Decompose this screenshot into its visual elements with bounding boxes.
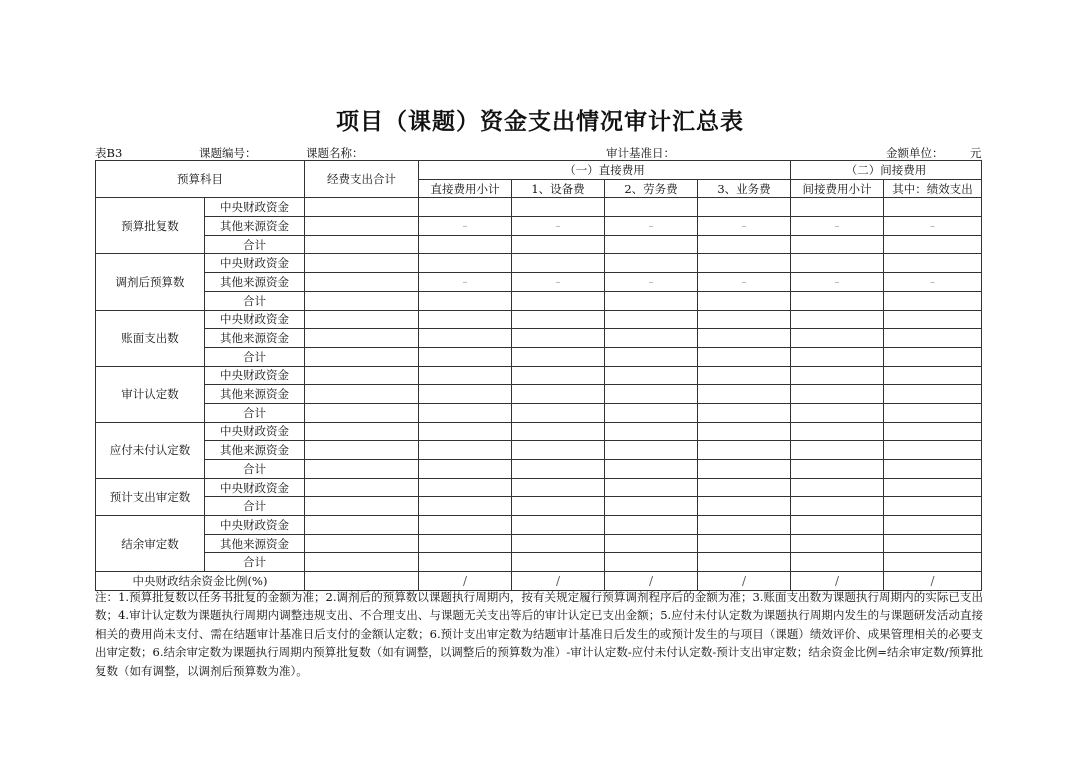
value-cell[interactable] xyxy=(884,198,982,217)
dash-mark: – xyxy=(930,276,935,288)
table-row xyxy=(96,403,982,422)
total-cell[interactable] xyxy=(305,273,419,292)
value-cell[interactable] xyxy=(512,478,605,497)
summary-table xyxy=(95,160,982,591)
value-cell[interactable] xyxy=(419,254,512,273)
value-cell[interactable] xyxy=(605,366,698,385)
value-cell[interactable] xyxy=(884,460,982,479)
value-cell[interactable] xyxy=(419,198,512,217)
header-col-performance: 其中：绩效支出 xyxy=(884,179,982,198)
header-total: 经费支出合计 xyxy=(305,161,419,198)
value-cell[interactable] xyxy=(791,235,884,254)
table-row xyxy=(96,235,982,254)
header-col-indirect-subtotal: 间接费用小计 xyxy=(791,179,884,198)
value-cell[interactable] xyxy=(512,366,605,385)
source-label: 其他来源资金 xyxy=(205,329,305,348)
total-cell[interactable] xyxy=(305,366,419,385)
slash-mark: / xyxy=(462,573,468,588)
table-row xyxy=(96,329,982,348)
value-cell[interactable] xyxy=(605,235,698,254)
value-cell[interactable] xyxy=(419,235,512,254)
source-label: 合计 xyxy=(205,460,305,479)
total-cell[interactable] xyxy=(305,553,419,572)
source-label: 合计 xyxy=(205,347,305,366)
total-cell[interactable] xyxy=(305,329,419,348)
value-cell[interactable] xyxy=(791,366,884,385)
value-cell[interactable] xyxy=(512,553,605,572)
value-cell[interactable] xyxy=(512,403,605,422)
value-cell[interactable] xyxy=(605,441,698,460)
dash-mark: – xyxy=(462,276,468,288)
value-cell[interactable] xyxy=(884,534,982,553)
header-col-direct-subtotal: 直接费用小计 xyxy=(419,179,512,198)
total-cell[interactable] xyxy=(305,347,419,366)
value-cell[interactable] xyxy=(512,291,605,310)
value-cell[interactable] xyxy=(419,422,512,441)
slash-mark: / xyxy=(930,573,935,588)
source-label: 其他来源资金 xyxy=(205,273,305,292)
value-cell[interactable] xyxy=(698,516,791,535)
header-budget-subject: 预算科目 xyxy=(96,161,305,198)
value-cell[interactable] xyxy=(698,385,791,404)
subject-name-label: 课题名称： xyxy=(306,146,364,160)
value-cell[interactable] xyxy=(419,385,512,404)
group-label: 预算批复数 xyxy=(96,198,205,254)
value-cell[interactable] xyxy=(791,310,884,329)
dash-mark: – xyxy=(834,220,840,232)
group-label: 预计支出审定数 xyxy=(96,478,205,515)
header-indirect-costs: （二）间接费用 xyxy=(791,161,982,180)
subject-number-label: 课题编号： xyxy=(199,146,257,160)
total-cell[interactable] xyxy=(305,441,419,460)
value-cell[interactable] xyxy=(791,273,884,292)
total-cell[interactable] xyxy=(305,385,419,404)
dash-mark: – xyxy=(741,276,747,288)
group-label: 调剂后预算数 xyxy=(96,254,205,310)
header-col-labor: 2、劳务费 xyxy=(605,179,698,198)
value-cell[interactable] xyxy=(698,310,791,329)
value-cell[interactable] xyxy=(605,347,698,366)
table-row xyxy=(96,217,982,236)
source-label: 中央财政资金 xyxy=(205,310,305,329)
value-cell[interactable] xyxy=(791,553,884,572)
total-cell[interactable] xyxy=(305,403,419,422)
header-direct-costs: （一）直接费用 xyxy=(419,161,791,180)
value-cell[interactable] xyxy=(605,217,698,236)
dash-mark: – xyxy=(741,220,747,232)
value-cell[interactable] xyxy=(791,217,884,236)
table-row xyxy=(96,422,982,441)
total-cell[interactable] xyxy=(305,516,419,535)
source-label: 其他来源资金 xyxy=(205,534,305,553)
value-cell[interactable] xyxy=(884,291,982,310)
value-cell[interactable] xyxy=(698,254,791,273)
value-cell[interactable] xyxy=(698,534,791,553)
value-cell[interactable] xyxy=(698,235,791,254)
value-cell[interactable] xyxy=(605,534,698,553)
value-cell[interactable] xyxy=(605,403,698,422)
value-cell[interactable] xyxy=(698,347,791,366)
source-label: 合计 xyxy=(205,553,305,572)
footnotes: 注：1.预算批复数以任务书批复的金额为准；2.调剂后的预算数以课题执行周期内，按有关规定履行预算调剂程序后的金额为准；3.账面支出数为课题执行周期内的实际已支出数；4.审计认定数为课题执行周期内调整违规支出、不合理支出、与课题无关支出等后的审计认定已支出金额；5.应付未付认定数为课题执行周期内发生的与课题研发活动直接相关的费用尚未支付、需在结题审计基准日后支付的金额认定数；6.预计支出审定数为结题审计基准日后发生的或预计发生的与项目（课题）绩效评价、成果管理相关的必要支出审定数；6.结余审定数为课题执行周期内预算批复数（如有调整，以调整后的预算数为准）-审计认定数-应付未付认定数-预计支出审定数；结余资金比例=结余审定数/预算批复数（如有调整，以调剂后预算数为准）。 xyxy=(95,590,983,678)
value-cell[interactable] xyxy=(884,422,982,441)
value-cell[interactable] xyxy=(419,347,512,366)
dash-mark: – xyxy=(648,220,654,232)
value-cell[interactable] xyxy=(419,534,512,553)
value-cell[interactable] xyxy=(419,217,512,236)
page-title: 项目（课题）资金支出情况审计汇总表 xyxy=(336,109,744,135)
source-label: 合计 xyxy=(205,291,305,310)
value-cell[interactable] xyxy=(512,235,605,254)
value-cell[interactable] xyxy=(791,497,884,516)
source-label: 其他来源资金 xyxy=(205,217,305,236)
value-cell[interactable] xyxy=(884,441,982,460)
source-label: 合计 xyxy=(205,235,305,254)
value-cell[interactable] xyxy=(419,460,512,479)
slash-mark: / xyxy=(741,573,747,588)
value-cell[interactable] xyxy=(605,553,698,572)
value-cell[interactable] xyxy=(791,403,884,422)
total-cell[interactable] xyxy=(305,254,419,273)
value-cell[interactable] xyxy=(884,310,982,329)
value-cell[interactable] xyxy=(698,422,791,441)
total-cell[interactable] xyxy=(305,291,419,310)
source-label: 中央财政资金 xyxy=(205,366,305,385)
value-cell[interactable] xyxy=(791,198,884,217)
value-cell[interactable] xyxy=(791,329,884,348)
value-cell[interactable] xyxy=(605,273,698,292)
slash-mark: / xyxy=(648,573,654,588)
value-cell[interactable] xyxy=(791,291,884,310)
slash-mark: / xyxy=(555,573,561,588)
value-cell[interactable] xyxy=(884,516,982,535)
source-label: 中央财政资金 xyxy=(205,478,305,497)
value-cell[interactable] xyxy=(512,385,605,404)
value-cell[interactable] xyxy=(791,254,884,273)
table-row xyxy=(96,366,982,385)
total-cell[interactable] xyxy=(305,198,419,217)
value-cell[interactable] xyxy=(512,310,605,329)
value-cell[interactable] xyxy=(884,347,982,366)
value-cell[interactable] xyxy=(419,273,512,292)
value-cell[interactable] xyxy=(791,347,884,366)
table-row xyxy=(96,347,982,366)
value-cell[interactable] xyxy=(698,478,791,497)
total-cell[interactable] xyxy=(305,534,419,553)
value-cell[interactable] xyxy=(419,441,512,460)
value-cell[interactable] xyxy=(884,254,982,273)
total-cell[interactable] xyxy=(305,217,419,236)
value-cell[interactable] xyxy=(698,553,791,572)
dash-mark: – xyxy=(648,276,654,288)
table-row xyxy=(96,198,982,217)
value-cell[interactable] xyxy=(512,534,605,553)
group-label: 账面支出数 xyxy=(96,310,205,366)
total-cell[interactable] xyxy=(305,478,419,497)
value-cell[interactable] xyxy=(605,310,698,329)
value-cell[interactable] xyxy=(884,366,982,385)
total-cell[interactable] xyxy=(305,235,419,254)
table-row xyxy=(96,497,982,516)
value-cell[interactable] xyxy=(605,497,698,516)
dash-mark: – xyxy=(462,220,468,232)
value-cell[interactable] xyxy=(512,254,605,273)
value-cell[interactable] xyxy=(419,291,512,310)
source-label: 中央财政资金 xyxy=(205,516,305,535)
value-cell[interactable] xyxy=(698,291,791,310)
value-cell[interactable] xyxy=(605,291,698,310)
value-cell[interactable] xyxy=(605,422,698,441)
value-cell[interactable] xyxy=(698,403,791,422)
value-cell[interactable] xyxy=(605,385,698,404)
dash-mark: – xyxy=(555,276,561,288)
dash-mark: – xyxy=(555,220,561,232)
value-cell[interactable] xyxy=(512,273,605,292)
source-label: 中央财政资金 xyxy=(205,254,305,273)
value-cell[interactable] xyxy=(419,497,512,516)
value-cell[interactable] xyxy=(698,441,791,460)
source-label: 其他来源资金 xyxy=(205,441,305,460)
total-cell[interactable] xyxy=(305,460,419,479)
dash-mark: – xyxy=(834,276,840,288)
value-cell[interactable] xyxy=(884,217,982,236)
table-row xyxy=(96,254,982,273)
value-cell[interactable] xyxy=(791,534,884,553)
total-cell[interactable] xyxy=(305,497,419,516)
source-label: 合计 xyxy=(205,403,305,422)
value-cell[interactable] xyxy=(791,441,884,460)
value-cell[interactable] xyxy=(512,441,605,460)
value-cell[interactable] xyxy=(419,403,512,422)
value-cell[interactable] xyxy=(419,553,512,572)
value-cell[interactable] xyxy=(698,460,791,479)
value-cell[interactable] xyxy=(884,273,982,292)
table-number: 表B3 xyxy=(95,146,123,160)
value-cell[interactable] xyxy=(605,478,698,497)
total-cell[interactable] xyxy=(305,422,419,441)
table-row xyxy=(96,291,982,310)
value-cell[interactable] xyxy=(512,497,605,516)
value-cell[interactable] xyxy=(791,516,884,535)
value-cell[interactable] xyxy=(884,497,982,516)
dash-mark: – xyxy=(930,220,935,232)
total-cell[interactable] xyxy=(305,310,419,329)
source-label: 其他来源资金 xyxy=(205,385,305,404)
table-row xyxy=(96,534,982,553)
value-cell[interactable] xyxy=(698,217,791,236)
value-cell[interactable] xyxy=(884,403,982,422)
source-label: 中央财政资金 xyxy=(205,422,305,441)
table-row xyxy=(96,553,982,572)
value-cell[interactable] xyxy=(419,310,512,329)
group-label: 结余审定数 xyxy=(96,516,205,572)
amount-unit-label: 金额单位： xyxy=(886,146,944,160)
table-row xyxy=(96,478,982,497)
header-col-equipment: 1、设备费 xyxy=(512,179,605,198)
amount-unit-value: 元 xyxy=(970,146,982,160)
value-cell[interactable] xyxy=(419,478,512,497)
value-cell[interactable] xyxy=(512,217,605,236)
table-row xyxy=(96,516,982,535)
value-cell[interactable] xyxy=(791,385,884,404)
table-row xyxy=(96,460,982,479)
group-label: 审计认定数 xyxy=(96,366,205,422)
value-cell[interactable] xyxy=(884,329,982,348)
table-row xyxy=(96,310,982,329)
source-label: 合计 xyxy=(205,497,305,516)
value-cell[interactable] xyxy=(605,516,698,535)
value-cell[interactable] xyxy=(884,235,982,254)
table-row xyxy=(96,273,982,292)
value-cell[interactable] xyxy=(419,516,512,535)
value-cell[interactable] xyxy=(791,422,884,441)
value-cell[interactable] xyxy=(791,478,884,497)
value-cell[interactable] xyxy=(884,385,982,404)
header-col-business: 3、业务费 xyxy=(698,179,791,198)
value-cell[interactable] xyxy=(698,273,791,292)
group-label: 应付未付认定数 xyxy=(96,422,205,478)
source-label: 中央财政资金 xyxy=(205,198,305,217)
value-cell[interactable] xyxy=(512,347,605,366)
slash-mark: / xyxy=(834,573,840,588)
value-cell[interactable] xyxy=(698,198,791,217)
value-cell[interactable] xyxy=(605,198,698,217)
value-cell[interactable] xyxy=(605,329,698,348)
value-cell[interactable] xyxy=(512,516,605,535)
value-cell[interactable] xyxy=(512,422,605,441)
value-cell[interactable] xyxy=(419,329,512,348)
audit-date-label: 审计基准日： xyxy=(606,146,675,160)
value-cell[interactable] xyxy=(791,460,884,479)
value-cell[interactable] xyxy=(605,254,698,273)
value-cell[interactable] xyxy=(512,460,605,479)
value-cell[interactable] xyxy=(884,478,982,497)
value-cell[interactable] xyxy=(512,329,605,348)
value-cell[interactable] xyxy=(698,329,791,348)
value-cell[interactable] xyxy=(512,198,605,217)
value-cell[interactable] xyxy=(605,460,698,479)
header-row-1 xyxy=(96,161,982,180)
value-cell[interactable] xyxy=(884,553,982,572)
value-cell[interactable] xyxy=(419,366,512,385)
value-cell[interactable] xyxy=(698,497,791,516)
table-row xyxy=(96,385,982,404)
value-cell[interactable] xyxy=(698,366,791,385)
table-row xyxy=(96,441,982,460)
ratio-label: 中央财政结余资金比例(%) xyxy=(96,572,305,591)
